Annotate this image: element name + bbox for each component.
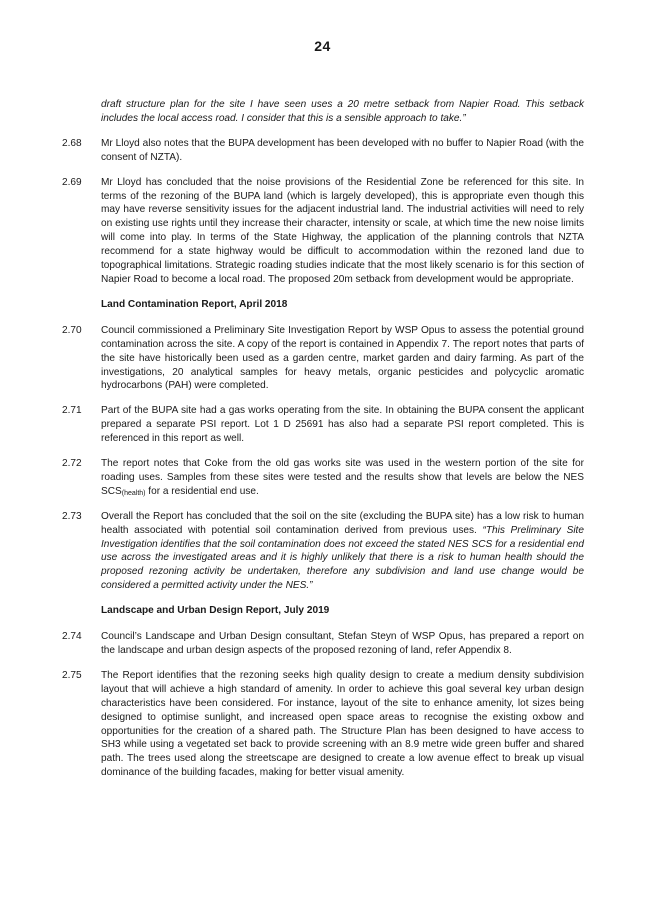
paragraph-2-72 (62, 457, 584, 499)
paragraph-text-before: The report notes that Coke from the old gas works site was used in the western portion of the site for roading uses. Samples from these sites were tested and the results show that levels are below the NES SCS (101, 458, 584, 497)
paragraph-text: Council’s Landscape and Urban Design consultant, Stefan Steyn of WSP Opus, has prepared a report on the landscape and urban design aspects of the proposed rezoning of land, refer Appendix 8. (101, 631, 584, 656)
paragraph-number: 2.74 (62, 631, 82, 643)
paragraph-number: 2.68 (62, 137, 82, 149)
page-number: 24 (314, 38, 331, 54)
paragraph-text: Mr Lloyd has concluded that the noise provisions of the Residential Zone be referenced for this site. In terms of the rezoning of the BUPA land (which is largely developed), this is appropriate even though this may have reverse sensitivity issues for the adjacent industrial land. The industrial activities will need to rely on existing use rights until they increase their character, intensity or scale, at which time the new noise limits will come into play. In terms of the State Highway, the application of the planning controls that NZTA recommend for a state highway would be difficult to accommodation within the rezoned land due to topographical limitations. Strategic roading studies indicate that the most likely scenario is for this section of Napier Road to become a local road. The proposed 20m setback from development would be appropriate. (101, 176, 584, 285)
paragraph-text: Part of the BUPA site had a gas works operating from the site. In obtaining the BUPA consent the applicant prepared a separate PSI report. Lot 1 D 25691 has also had a separate PSI report completed. This is referenced in this report as well. (101, 405, 584, 445)
paragraph-text: The Report identifies that the rezoning seeks high quality design to create a medium density subdivision layout that will achieve a high standard of amenity. In order to achieve this goal several key urban design characteristics have been considered. For instance, layout of the site to enhance amenity, lot sizes being designed to optimise sunlight, and increased open space areas to recognise the existing oxbow and opportunities for the creation of a shared path. The Structure Plan has been designed to have access to SH3 while using a vegetated set back to provide screening with an 8.9 metre wide green buffer and shared path. The trees used along the streetscape are designed to create a low avenue effect to break up visual dominance of the building facades, making for better visual amenity. (101, 669, 584, 779)
paragraph-number: 2.75 (62, 669, 82, 681)
paragraph-text: Mr Lloyd also notes that the BUPA development has been developed with no buffer to Napier Road (with the consent of NZTA). (101, 137, 584, 163)
paragraph-2-70 (62, 324, 584, 394)
intro-quote: draft structure plan for the site I have seen uses a 20 metre setback from Napier Road. This setback includes the local access road. I consider that this is a sensible approach to take.” (101, 99, 584, 124)
paragraph-2-74 (62, 630, 584, 658)
paragraph-text-after: for a residential end use. (145, 485, 259, 497)
paragraph-text (101, 510, 584, 593)
section-heading-land-contamination: Land Contamination Report, April 2018 (101, 298, 288, 310)
paragraph-number: 2.70 (62, 324, 82, 336)
report-quote: “This Preliminary Site Investigation identifies that the soil contamination does not exceed the stated NES SCS for a residential end use across the investigated areas and it is highly unlikely that there is a risk to human health should the proposed rezoning activity be undertaken, therefore any subdivision and land use change would be considered a permitted activity under the NES.” (101, 524, 584, 592)
paragraph-text-main: Overall the Report has concluded that the soil on the site (excluding the BUPA site) has a low risk to human health associated with potential soil contamination derived from previous uses. (101, 510, 584, 536)
subscript-health: (health) (121, 489, 146, 497)
paragraph-text (101, 457, 584, 499)
paragraph-number: 2.72 (62, 458, 82, 470)
document-body (62, 98, 584, 791)
paragraph-number: 2.69 (62, 176, 82, 188)
paragraph-text: Council commissioned a Preliminary Site Investigation Report by WSP Opus to assess the potential ground contamination across the site. A copy of the report is contained in Appendix 7. The report notes that parts of the site have historically been used as a garden centre, market garden and dairy farming. As part of the investigations, 20 analytical samples for heavy metals, organic pesticides and polycyclic aromatic hydrocarbons (PAH) were completed. (101, 324, 584, 392)
paragraph-2-73 (62, 510, 584, 593)
paragraph-number: 2.71 (62, 405, 82, 417)
section-heading-landscape: Landscape and Urban Design Report, July 2019 (101, 605, 330, 617)
paragraph-2-69 (62, 176, 584, 287)
paragraph-number: 2.73 (62, 510, 82, 522)
paragraph-2-71 (62, 404, 584, 446)
paragraph-2-68 (62, 137, 584, 165)
paragraph-2-75 (62, 669, 584, 780)
